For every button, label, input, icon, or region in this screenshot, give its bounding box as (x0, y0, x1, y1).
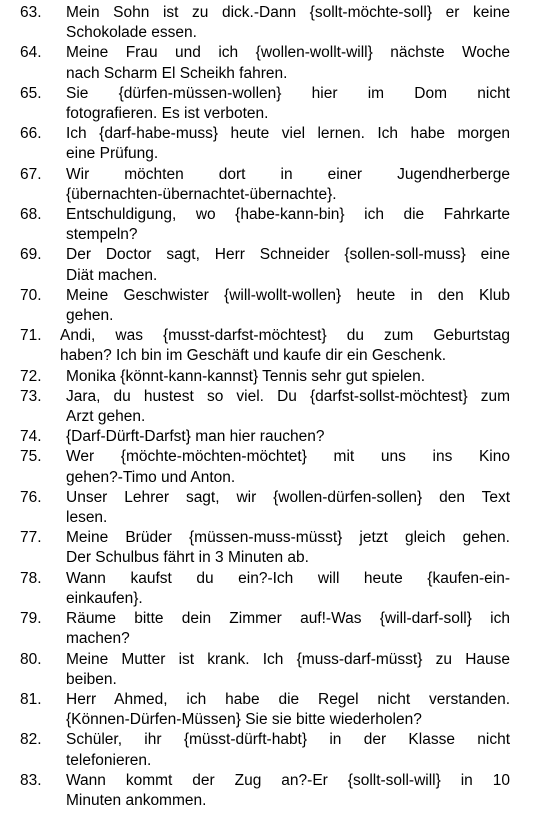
sentence-line: Wir möchten dort in einer Jugendherberge (66, 165, 510, 183)
sentence-line: fotografieren. Es ist verboten. (66, 105, 269, 123)
item-sentence (62, 43, 510, 83)
item-number: 79. (20, 610, 42, 628)
exercise-item (0, 124, 550, 164)
sentence-line: Meine Mutter ist krank. Ich {muss-darf-müsst} zu Hause (66, 650, 510, 668)
exercise-item (0, 43, 550, 83)
item-sentence (62, 205, 510, 245)
sentence-line: {übernachten-übernachtet-übernachte}. (66, 185, 337, 203)
sentence-line: eine Prüfung. (66, 145, 159, 163)
exercise-item (0, 609, 550, 649)
item-sentence (62, 730, 510, 770)
sentence-line: gehen?-Timo und Anton. (66, 468, 236, 486)
item-number: 72. (20, 367, 42, 385)
item-number: 80. (20, 650, 42, 668)
sentence-line: machen? (66, 630, 130, 648)
item-number: 78. (20, 569, 42, 587)
exercise-item (0, 427, 550, 447)
item-number: 74. (20, 428, 42, 446)
exercise-item (0, 690, 550, 730)
sentence-line: {Darf-Dürft-Darfst} man hier rauchen? (66, 428, 325, 446)
item-sentence (62, 427, 510, 447)
sentence-line: Der Doctor sagt, Herr Schneider {sollen-soll-muss} eine (66, 246, 510, 264)
sentence-line: nach Scharm El Scheikh fahren. (66, 64, 288, 82)
item-sentence (62, 387, 510, 427)
exercise-item (0, 730, 550, 770)
sentence-line: Wann kommt der Zug an?-Er {sollt-soll-will} in 10 (66, 771, 510, 789)
sentence-line: beiben. (66, 670, 117, 688)
sentence-line: Arzt gehen. (66, 408, 146, 426)
exercise-item (0, 569, 550, 609)
sentence-line: Ich {darf-habe-muss} heute viel lernen. Ich habe morgen (66, 125, 510, 143)
item-number: 64. (20, 44, 42, 62)
exercise-item (0, 528, 550, 568)
item-number: 75. (20, 448, 42, 466)
sentence-line: Jara, du hustest so viel. Du {darfst-sollst-möchtest} zum (66, 387, 510, 405)
exercise-item (0, 165, 550, 205)
item-number: 76. (20, 488, 42, 506)
item-number: 67. (20, 165, 42, 183)
sentence-line: Schüler, ihr {müsst-dürft-habt} in der Klasse nicht (66, 731, 510, 749)
item-number: 81. (20, 690, 42, 708)
item-number: 82. (20, 731, 42, 749)
exercise-item (0, 447, 550, 487)
item-sentence (62, 609, 510, 649)
item-sentence (62, 3, 510, 43)
exercise-item (0, 488, 550, 528)
exercise-item (0, 286, 550, 326)
item-number: 65. (20, 84, 42, 102)
sentence-line: Monika {könnt-kann-kannst} Tennis sehr gut spielen. (66, 367, 426, 385)
item-sentence (62, 367, 510, 387)
sentence-line: Mein Sohn ist zu dick.-Dann {sollt-möchte-soll} er keine (66, 4, 510, 21)
sentence-line: Wer {möchte-möchten-möchtet} mit uns ins Kino (66, 448, 510, 466)
sentence-line: Schokolade essen. (66, 24, 197, 42)
sentence-line: telefonieren. (66, 751, 152, 769)
item-number: 69. (20, 246, 42, 264)
sentence-line: Andi, was {musst-darfst-möchtest} du zum Geburtstag (60, 327, 510, 345)
exercise-item (0, 326, 550, 366)
sentence-line: {Können-Dürfen-Müssen} Sie sie bitte wiederholen? (66, 711, 422, 729)
exercise-item (0, 245, 550, 285)
exercise-item (0, 84, 550, 124)
sentence-line: gehen. (66, 307, 114, 325)
item-sentence (62, 124, 510, 164)
item-number: 68. (20, 206, 42, 224)
sentence-line: Entschuldigung, wo {habe-kann-bin} ich die Fahrkarte (66, 206, 510, 224)
item-number: 83. (20, 771, 42, 789)
item-sentence (62, 690, 510, 730)
item-sentence (62, 245, 510, 285)
exercise-item (0, 3, 550, 43)
sentence-line: lesen. (66, 509, 108, 527)
exercise-item (0, 367, 550, 387)
exercise-item (0, 771, 550, 811)
sentence-line: stempeln? (66, 226, 138, 244)
item-sentence (62, 447, 510, 487)
sentence-line: haben? Ich bin im Geschäft und kaufe dir ein Geschenk. (60, 347, 447, 365)
sentence-line: Sie {dürfen-müssen-wollen} hier im Dom nicht (66, 84, 510, 102)
item-sentence (56, 326, 510, 366)
item-number: 77. (20, 529, 42, 547)
sentence-line: Wann kaufst du ein?-Ich will heute {kaufen-ein- (66, 569, 510, 587)
sentence-line: Der Schulbus fährt in 3 Minuten ab. (66, 549, 309, 567)
item-sentence (62, 84, 510, 124)
item-number: 73. (20, 387, 42, 405)
exercise-item (0, 205, 550, 245)
sentence-line: Räume bitte dein Zimmer auf!-Was {will-darf-soll} ich (66, 610, 510, 628)
sentence-line: Meine Frau und ich {wollen-wollt-will} nächste Woche (66, 44, 510, 62)
item-sentence (62, 771, 510, 811)
sentence-line: einkaufen}. (66, 589, 143, 607)
item-sentence (62, 286, 510, 326)
item-sentence (62, 488, 510, 528)
item-sentence (62, 569, 510, 609)
exercise-item (0, 650, 550, 690)
sentence-line: Unser Lehrer sagt, wir {wollen-dürfen-sollen} den Text (66, 488, 510, 506)
item-number: 71. (20, 327, 42, 345)
item-number: 70. (20, 286, 42, 304)
sentence-line: Diät machen. (66, 266, 158, 284)
item-sentence (62, 165, 510, 205)
exercise-item (0, 387, 550, 427)
sentence-line: Meine Brüder {müssen-muss-müsst} jetzt gleich gehen. (66, 529, 510, 547)
sentence-line: Meine Geschwister {will-wollt-wollen} heute in den Klub (66, 286, 510, 304)
item-sentence (62, 650, 510, 690)
item-number: 66. (20, 125, 42, 143)
item-sentence (62, 528, 510, 568)
item-number: 63. (20, 4, 42, 21)
sentence-line: Minuten ankommen. (66, 791, 207, 809)
sentence-line: Herr Ahmed, ich habe die Regel nicht verstanden. (66, 690, 510, 708)
